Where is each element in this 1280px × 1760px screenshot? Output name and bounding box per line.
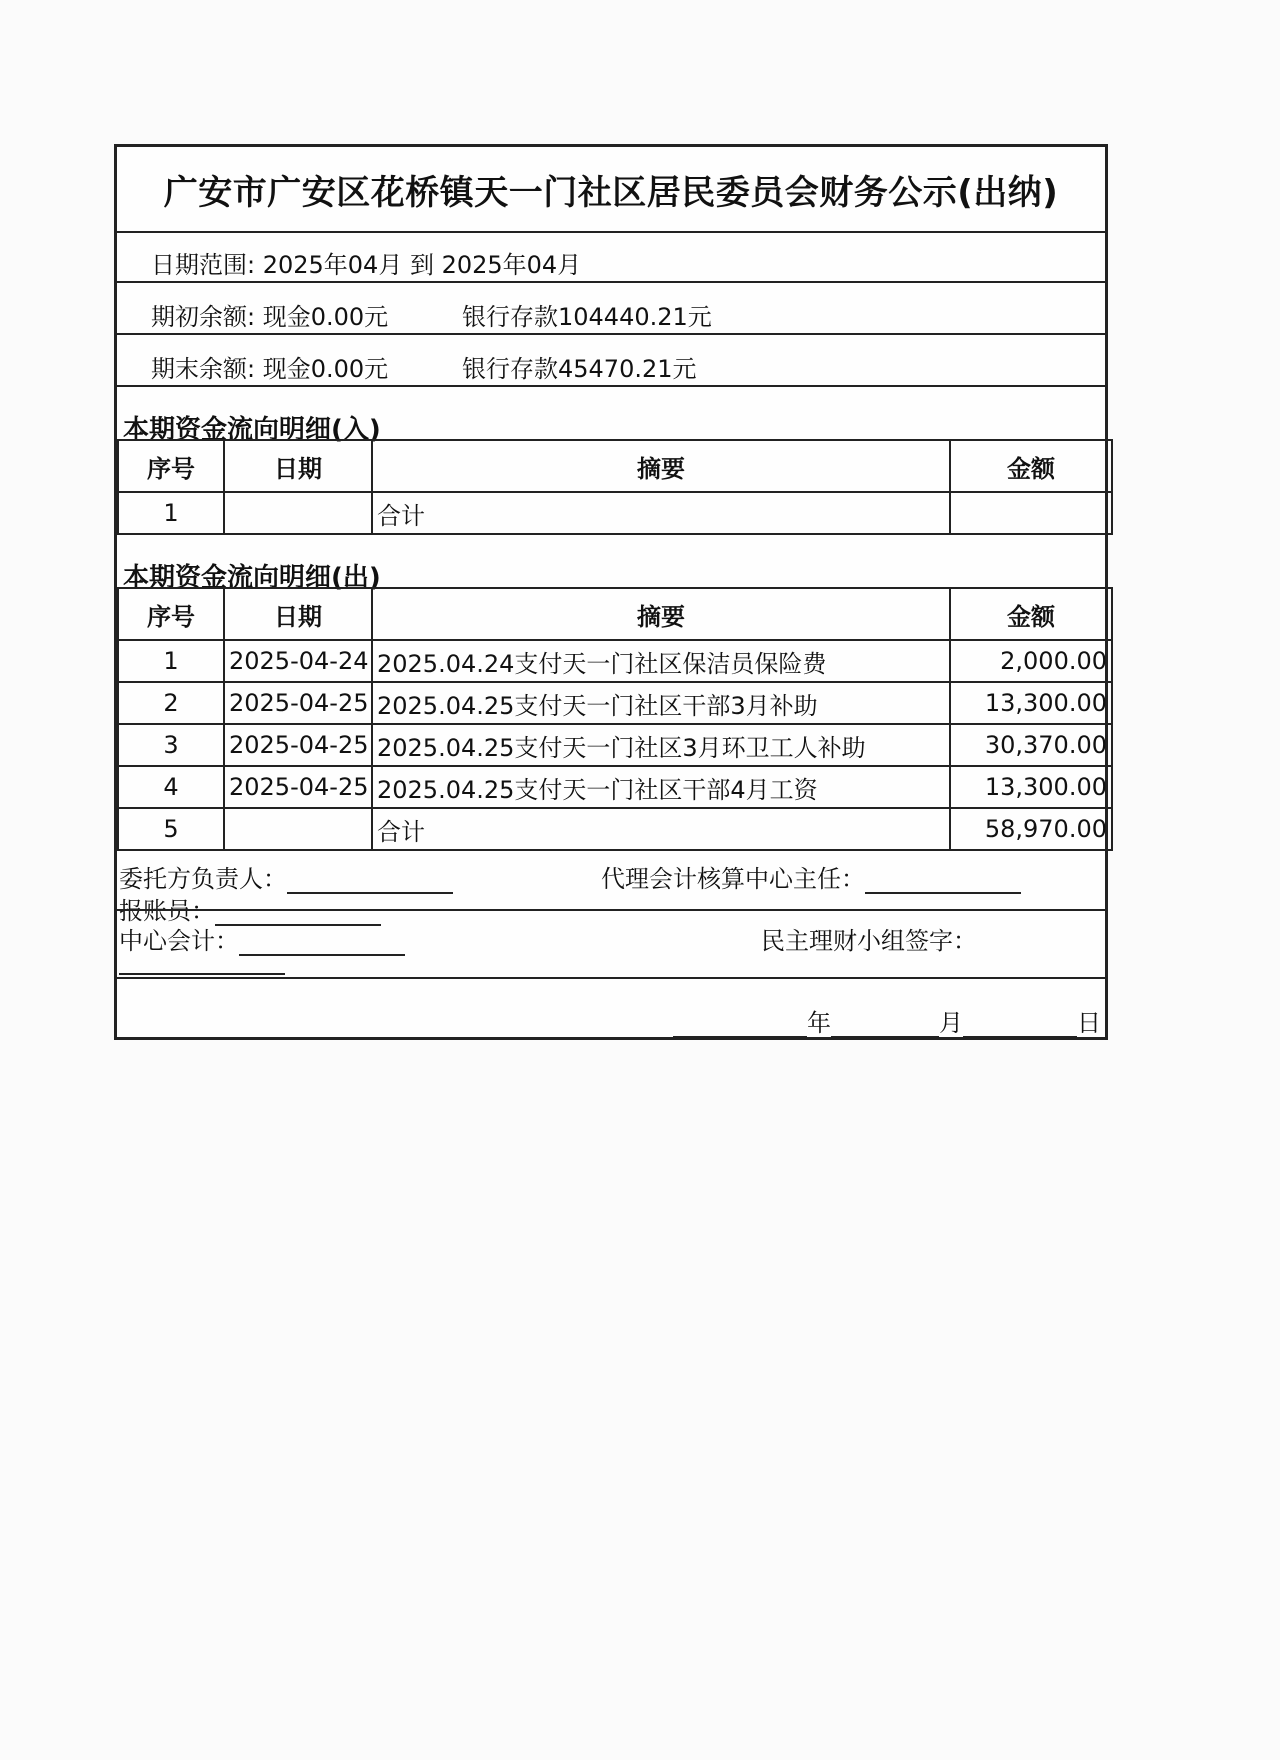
row-no: 3 xyxy=(118,724,224,766)
row-summary: 2025.04.24支付天一门社区保洁员保险费 xyxy=(372,640,950,682)
signature-line xyxy=(865,870,1021,894)
row-no: 1 xyxy=(118,640,224,682)
expense-table xyxy=(117,587,1113,851)
row-date xyxy=(224,492,372,534)
col-header-no: 序号 xyxy=(118,440,224,492)
table-row xyxy=(118,808,1112,850)
agency-director-signature xyxy=(601,859,1021,894)
month-label: 月 xyxy=(939,1009,963,1037)
col-header-no: 序号 xyxy=(118,588,224,640)
opening-cash: 期初余额: 现金0.00元 xyxy=(151,303,389,331)
row-summary: 合计 xyxy=(372,492,950,534)
col-header-date: 日期 xyxy=(224,440,372,492)
center-accountant-label: 中心会计： xyxy=(119,927,239,955)
table-row xyxy=(118,640,1112,682)
row-date: 2025-04-24 xyxy=(224,640,372,682)
signature-line xyxy=(119,951,285,975)
row-amount: 2,000.00 xyxy=(950,640,1112,682)
table-row xyxy=(118,724,1112,766)
table-row xyxy=(118,682,1112,724)
row-no: 5 xyxy=(118,808,224,850)
opening-balance-row xyxy=(117,283,1105,335)
row-amount: 58,970.00 xyxy=(950,808,1112,850)
opening-bank: 银行存款104440.21元 xyxy=(462,303,712,331)
income-table xyxy=(117,439,1113,535)
row-summary: 合计 xyxy=(372,808,950,850)
row-no: 2 xyxy=(118,682,224,724)
client-head-signature xyxy=(119,859,453,894)
row-amount xyxy=(950,492,1112,534)
row-amount: 13,300.00 xyxy=(950,766,1112,808)
row-no: 4 xyxy=(118,766,224,808)
col-header-summary: 摘要 xyxy=(372,588,950,640)
row-date: 2025-04-25 xyxy=(224,724,372,766)
day-label: 日 xyxy=(1077,1009,1101,1037)
month-blank xyxy=(831,1014,939,1038)
row-date: 2025-04-25 xyxy=(224,766,372,808)
income-header-row xyxy=(118,440,1112,492)
closing-balance-row xyxy=(117,335,1105,387)
year-label: 年 xyxy=(807,1009,831,1037)
year-blank xyxy=(673,1014,807,1038)
date-line xyxy=(673,1003,1101,1038)
row-amount: 13,300.00 xyxy=(950,682,1112,724)
financial-disclosure-form xyxy=(114,144,1108,1040)
finance-group-signature xyxy=(761,921,977,956)
income-heading: 本期资金流向明细(入) xyxy=(123,415,381,445)
row-summary: 2025.04.25支付天一门社区3月环卫工人补助 xyxy=(372,724,950,766)
row-summary: 2025.04.25支付天一门社区干部3月补助 xyxy=(372,682,950,724)
table-row xyxy=(118,492,1112,534)
expense-heading: 本期资金流向明细(出) xyxy=(123,563,381,593)
row-no: 1 xyxy=(118,492,224,534)
agency-director-label: 代理会计核算中心主任： xyxy=(601,865,865,893)
row-amount: 30,370.00 xyxy=(950,724,1112,766)
expense-header-row xyxy=(118,588,1112,640)
divider xyxy=(117,909,1105,911)
closing-cash: 期末余额: 现金0.00元 xyxy=(151,355,389,383)
table-row xyxy=(118,766,1112,808)
col-header-summary: 摘要 xyxy=(372,440,950,492)
row-summary: 2025.04.25支付天一门社区干部4月工资 xyxy=(372,766,950,808)
closing-bank: 银行存款45470.21元 xyxy=(462,355,697,383)
col-header-amount: 金额 xyxy=(950,440,1112,492)
row-date: 2025-04-25 xyxy=(224,682,372,724)
divider xyxy=(117,977,1105,979)
date-range-row xyxy=(117,231,1105,283)
col-header-date: 日期 xyxy=(224,588,372,640)
bookkeeper-label: 报账员： xyxy=(119,897,215,925)
finance-group-label: 民主理财小组签字： xyxy=(761,927,977,955)
form-title: 广安市广安区花桥镇天一门社区居民委员会财务公示(出纳) xyxy=(117,147,1105,233)
client-head-label: 委托方负责人： xyxy=(119,865,287,893)
extra-signature-line xyxy=(119,947,285,975)
col-header-amount: 金额 xyxy=(950,588,1112,640)
row-date xyxy=(224,808,372,850)
date-range: 日期范围: 2025年04月 到 2025年04月 xyxy=(151,251,582,279)
day-blank xyxy=(963,1014,1077,1038)
